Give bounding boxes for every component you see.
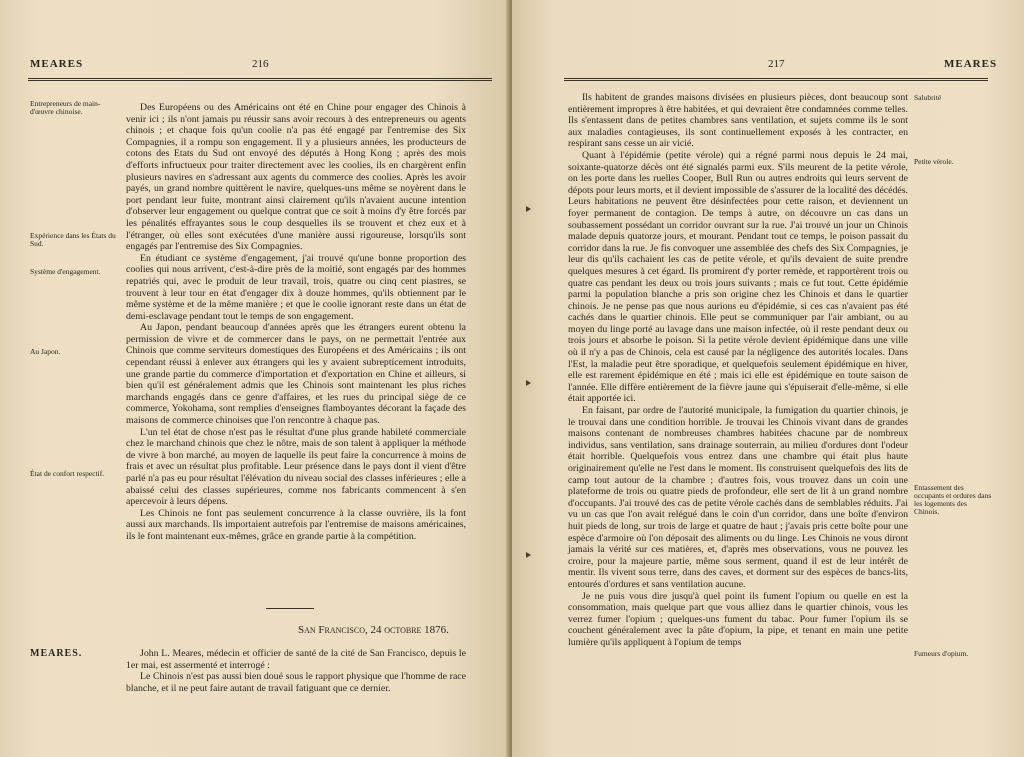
right-margin-note-3: Entassement des occupants et ordures dans les logements des Chinois. [914,483,992,516]
left-paragraph-3: Au Japon, pendant beaucoup d'années après que les étrangers eurent obtenu la permission de vivre et de commercer dans le pays, on ne permettait l'entrée aux Chinois que comme serviteurs domestiques des Européens et des Américains ; ils ont cependant réussi à enlever aux étrangers qui les y avaient subreptícement introduits, une grande partie du commerce d'importation et d'exportation en Chine et ailleurs, si bien qu'il est généralement admis que les Chinois sont maintenant les plus riches marchands engagés dans ce genre d'affaires, et les rues du principal siège de ce commerce, Yokohama, sont remplies d'enseignes flamboyantes décorant la façade des maisons de commerce chinoises que l'on rencontre à chaque pas. [126,322,466,427]
right-margin-note-2: Petite vérole. [914,157,954,166]
left-margin-note-1: Entrepreneurs de main-d'œuvre chinoise. [30,99,101,116]
right-paragraph-1: Ils habitent de grandes maisons divisées en plusieurs pièces, dont beaucoup sont entièrement impropres à être habitées, et qui devraient être condamnées comme telles. Ils s'entassent dans de petites chambres sans ventilation, et sujets comme ils le sont aux maladies contagieuses, ils sont continuellement exposés à les contracter, en respirant sans cesse un air vicié. [568,92,908,150]
right-paragraph-3: En faisant, par ordre de l'autorité municipale, la fumigation du quartier chinois, je le trouvai dans une condition horrible. Je trouvai les Chinois vivant dans de grandes maisons contenant de nombreuses chambres habitées chacune par de nombreux individus, sans ventilation, sans drainage souterrain, au milieu d'ordures dont l'odeur était horrible. Quelquefois vous entrez dans une chambre qui était plus haute originairement qu'elle ne l'est dans le moment. Ils construisent quelquefois des lits de camp tout autour de la chambre ; d'autres fois, vous trouvez dans un coin une plateforme de trois ou quatre pieds de profondeur, elle sert de lit à un grand nombre d'occupants. J'ai trouvé des cas de petite vérole cachés dans de semblables réduits. J'ai vu un cas que l'on avait relégué dans le coin d'un corridor, dans une boîte d'environ huit pieds de long, sur trois de large et quatre de haut ; j'avais pris cette boîte pour une espèce d'armoire où l'on déposait des aliments ou du linge. Les Chinois ne vous diront jamais la vérité sur ces matières, et, d'après mes observations, vous ne pouvez les croire, pour la majeure partie, même sous serment, quand il est de leur intérêt de mentir. Ils vivent sous terre, dans des caves, et dorment sur des espèces de bancs-lits, entourés d'ordures et sans ventilation aucune. [568,405,908,590]
left-body-text [126,102,466,543]
testimony-paragraph-1: Le Chinois n'est pas aussi bien doué sous le rapport physique que l'homme de race blanche, et il ne peut faire autant de travail fatiguant que ce dernier. [126,671,466,694]
testimony-intro: John L. Meares, médecin et officier de santé de la cité de San Francisco, depuis le 1er mai, est assermenté et interrogé : [126,648,466,671]
page-margin-mark [526,380,531,386]
speaker-margin-label: MEARES. [30,648,83,659]
left-paragraph-5: Les Chinois ne font pas seulement concurrence à la classe ouvrière, ils la font aussi aux marchands. Ils importaient autrefois par l'entremise de maisons américaines, ils le font maintenant eux-mêmes, grâce en grande partie à la compétition. [126,507,466,542]
left-running-head: MEARES [30,58,84,70]
page-margin-mark [526,206,531,212]
right-paragraph-4: Je ne puis vous dire jusqu'à quel point ils fument l'opium ou quelle en est la consommation, mais quelque part que vous alliez dans le quartier chinois, vous les verrez fumer l'opium ; quelques-uns fument du tabac. Pour fumer l'opium ils se couchent généralement avec la pâte d'opium, la pipe, et tenant en main une petite lumière qu'ils appliquent à l'opium de temps [568,590,908,648]
page-margin-mark [526,552,531,558]
left-page-number: 216 [252,58,269,70]
right-paragraph-2: Quant à l'épidémie (petite vérole) qui a régné parmi nous depuis le 24 mai, soixante-quatorze décès ont été signalés parmi eux. S'ils meurent de la petite vérole, on les porte dans les ruelles Cooper, Bull Run ou autres endroits qui leurs servent de dépots pour leurs morts, et il devient impossible de s'assurer de la localité des décédés. Leurs habitations ne peuvent être désinfectées pour cette raison, et deviennent un foyer permanent de contagion. De temps à autre, on découvre un cas dans un soubassement possédant un corridor ouvrant sur la rue. J'ai trouvé un jour un Chinois malade depuis quatorze jours, et mourant. Pendant tout ce temps, le poison passait du corridor dans la rue. Je fis convoquer une assemblée des chefs des Six Compagnies, je leur dis qu'ils cachaient les cas de petite vérole, et qu'ils devaient de suite prendre quelques mesures à cet égard. Ils promirent d'y porter remède, et rapportèrent trois ou quatre cas pendant les deux ou trois jours suivants ; mais ce fut tout. Cette épidémie parmi la population blanche a pris son origine chez les Chinois et dans le quartier chinois. Je ne pense pas que nous aurions eu d'épidémie, si ces cas n'avaient pas été cachés dans le quartier chinois. Elle peut se communiquer par l'air ambiant, ou au moyen du linge porté au lavage dans une maison infectée, où il reste pendant deux ou trois jours et absorbe le poison. Si la petite vérole devient épidémique dans une ville où il n'y a pas de Chinois, cela est causé par la négligence des autorités locales. Dans l'Est, la maladie peut être sporadique, et quelquefois seulement épidémique en hiver, elle est rarement épidémique en été ; mais ici elle est épidémique en toute saison de l'année. Elle diffère entièrement de la fièvre jaune qui s'épuiserait d'elle-même, si elle était apportée ici. [568,149,908,405]
right-page [512,0,1024,757]
section-divider [266,608,314,609]
right-header-rule [564,78,988,81]
left-paragraph-2: En étudiant ce système d'engagement, j'ai trouvé qu'une bonne proportion des coolies qui nous arrivent, c'est-à-dire près de la moitié, sont engagés par des hommes repatriés qui, avec le produit de leur travail, trois, quatre ou cinq cent piastres, se trouvent à leur tour en état d'engager dix à douze hommes, qu'ils obtiennent par le même système et de la même manière ; et que le coolie ignorant reste dans un état de demi-esclavage pendant tout le temps de son engagement. [126,252,466,322]
left-testimony-text [126,648,466,694]
right-body-text [568,92,908,649]
right-margin-note-1: Salubrité [914,93,942,102]
right-running-head: MEARES [944,58,998,70]
left-margin-note-2: Expérience dans les États du Sud. [30,231,116,248]
left-margin-note-3: Système d'engagement. [30,267,101,276]
right-margin-note-4: Fumeurs d'opium. [914,649,969,658]
left-paragraph-4: L'un tel état de chose n'est pas le résultat d'une plus grande habileté commerciale chez le marchand chinois que chez le nôtre, mais de son talent à appliquer la méthode de vivre à bon marché, au moyen de laquelle ils peut faire la concurrence à moins de frais et avec un résultat plus profitable. Leur présence dans le pays dont il vient d'être parlé n'a pas eu pour résultat l'élévation du niveau social des classes inférieures ; elle a abaissé celui des classes supérieures, comme nos fabricants commencent à s'en apercevoir à leurs dépens. [126,426,466,508]
left-paragraph-1: Des Européens ou des Américains ont été en Chine pour engager des Chinois à venir ici ; ils n'ont jamais pu réussir sans avoir recours à des entrepreneurs ou agents chinois ; et chaque fois qu'un coolie n'a pas été engagé par l'entremise des Six Compagnies, il a rompu son engagement. Il y a plusieurs années, les producteurs de cotons des Etats du Sud ont envoyé des députés à Hong Kong ; après des mois d'efforts infructueux pour traiter directement avec les coolies, ils en chargèrent enfin plusieurs navires en s'adressant aux agents du commerce des coolies. Après les avoir payés, un grand nombre quittèrent le navire, quelques-uns même se noyèrent dans le port pendant leur fuite, montrant ainsi clairement qu'ils n'avaient aucune intention d'observer leur engagement ou quelque contrat que ce soit à moins d'y être forcés par les pénalités effrayantes sous le coup desquelles ils se trouvent et chez eux et à l'étranger, où elles sont exécutées d'une manière aussi rigoureuse, lorsqu'ils sont engagés par l'entremise des Six Compagnies. [126,102,466,253]
left-header-rule [28,78,492,81]
left-margin-note-4: Au Japon. [30,347,61,356]
left-margin-note-5: État de confort respectif. [30,469,105,478]
dateline: San Francisco, 24 octobre 1876. [298,624,449,636]
left-page [0,0,510,757]
right-page-number: 217 [768,58,785,70]
